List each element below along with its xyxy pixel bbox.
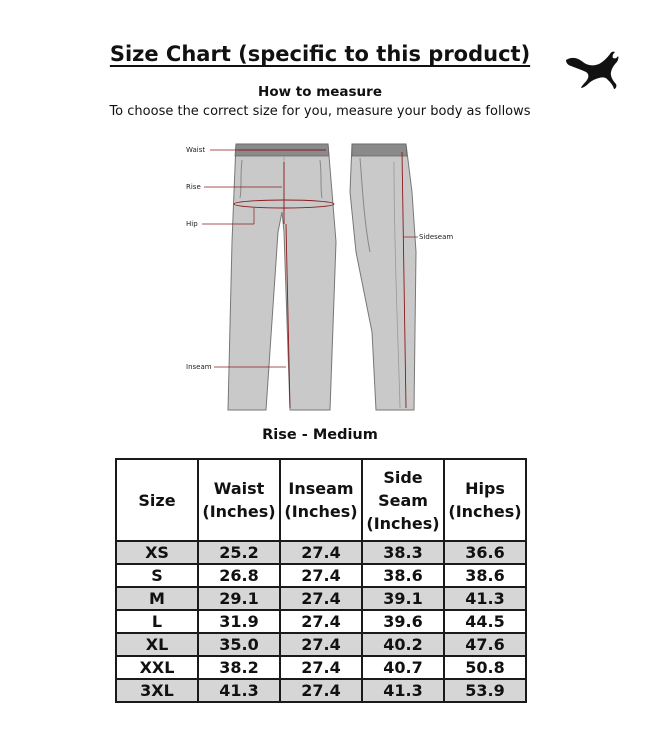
cell-side-seam: 40.2 (362, 633, 444, 656)
cell-size: L (116, 610, 198, 633)
cell-side-seam: 39.6 (362, 610, 444, 633)
cell-size: XXL (116, 656, 198, 679)
header-size: Size (116, 459, 198, 541)
cell-hips: 53.9 (444, 679, 526, 702)
table-row (116, 541, 526, 564)
sideseam-label: Sideseam (419, 233, 454, 241)
cell-side-seam: 40.7 (362, 656, 444, 679)
measure-instruction: To choose the correct size for you, measure your body as follows (109, 104, 531, 119)
cell-waist: 25.2 (198, 541, 280, 564)
cell-inseam: 27.4 (280, 633, 362, 656)
cell-waist: 35.0 (198, 633, 280, 656)
cell-waist: 41.3 (198, 679, 280, 702)
cell-size: XL (116, 633, 198, 656)
cell-hips: 38.6 (444, 564, 526, 587)
table-header-row (116, 459, 526, 541)
table-row (116, 656, 526, 679)
cell-waist: 38.2 (198, 656, 280, 679)
header-hips: Hips (Inches) (444, 459, 526, 541)
header-side-seam: Side Seam (Inches) (362, 459, 444, 541)
cell-inseam: 27.4 (280, 656, 362, 679)
cell-waist: 31.9 (198, 610, 280, 633)
cell-side-seam: 39.1 (362, 587, 444, 610)
cell-size: XS (116, 541, 198, 564)
cell-side-seam: 38.6 (362, 564, 444, 587)
cell-hips: 47.6 (444, 633, 526, 656)
cell-inseam: 27.4 (280, 610, 362, 633)
table-row (116, 587, 526, 610)
table-row (116, 610, 526, 633)
cell-inseam: 27.4 (280, 587, 362, 610)
cell-waist: 26.8 (198, 564, 280, 587)
cell-side-seam: 41.3 (362, 679, 444, 702)
rise-label: Rise (186, 183, 201, 191)
cell-inseam: 27.4 (280, 564, 362, 587)
inseam-label: Inseam (186, 363, 212, 371)
cell-size: M (116, 587, 198, 610)
pants-measurement-diagram (180, 132, 470, 418)
side-pants-illustration (350, 144, 416, 410)
cell-side-seam: 38.3 (362, 541, 444, 564)
cell-hips: 36.6 (444, 541, 526, 564)
waist-label: Waist (186, 146, 206, 154)
table-row (116, 564, 526, 587)
cell-waist: 29.1 (198, 587, 280, 610)
size-chart-table (115, 458, 527, 703)
hip-label: Hip (186, 220, 198, 228)
cell-inseam: 27.4 (280, 679, 362, 702)
rise-caption: Rise - Medium (262, 427, 378, 443)
cell-hips: 44.5 (444, 610, 526, 633)
table-row (116, 633, 526, 656)
table-row (116, 679, 526, 702)
cell-inseam: 27.4 (280, 541, 362, 564)
front-pants-illustration (228, 144, 336, 410)
how-to-measure-heading: How to measure (258, 84, 382, 100)
cell-size: 3XL (116, 679, 198, 702)
cell-hips: 50.8 (444, 656, 526, 679)
header-waist: Waist (Inches) (198, 459, 280, 541)
header-inseam: Inseam (Inches) (280, 459, 362, 541)
cell-hips: 41.3 (444, 587, 526, 610)
cell-size: S (116, 564, 198, 587)
page-title: Size Chart (specific to this product) (109, 42, 531, 66)
